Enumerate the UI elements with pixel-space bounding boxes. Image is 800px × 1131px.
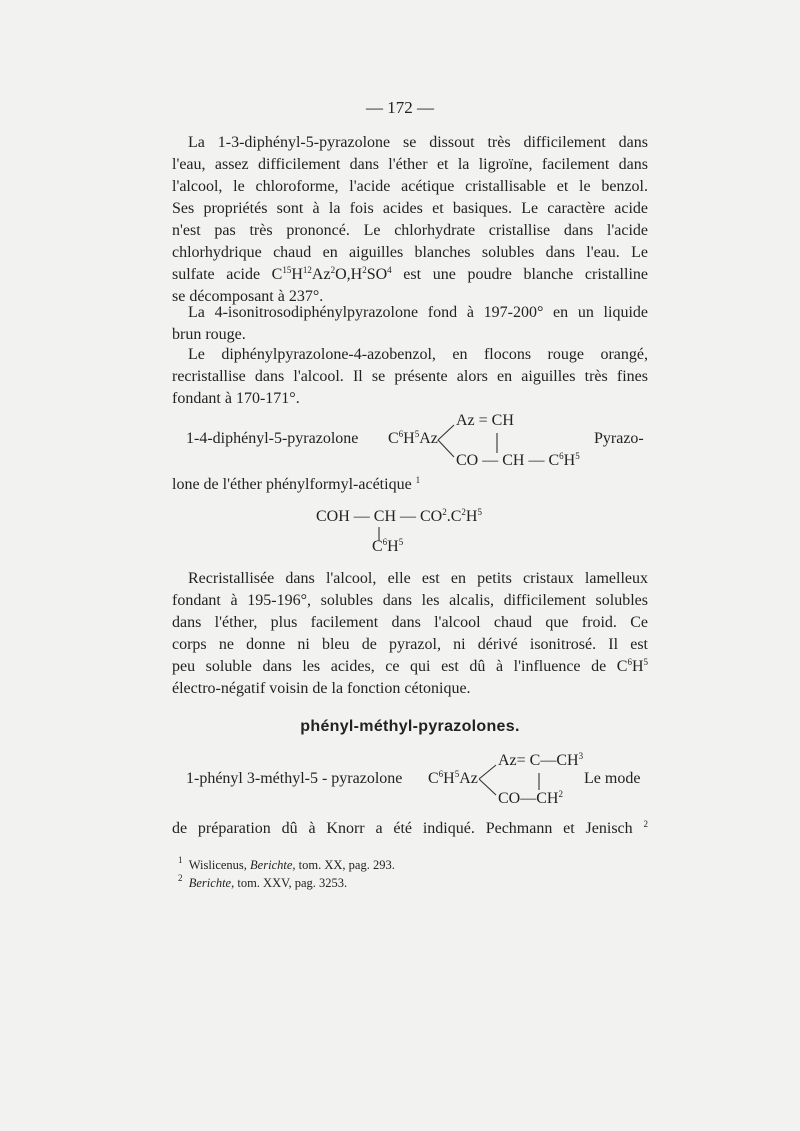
bond-line xyxy=(479,779,496,795)
formula-sub: $C^6H^5$ xyxy=(372,537,404,555)
footnote-1: $^1$ Wislicenus, Berichte, tom. XX, pag. 293. xyxy=(178,855,395,872)
text-line: La 4-isonitrosodiphénylpyrazolone fond à 197-200° en un liquide xyxy=(188,304,648,321)
text-line: fondant à 170-171°. xyxy=(172,390,300,407)
compound-name: 1-phényl 3-méthyl-5 - pyrazolone xyxy=(186,770,403,787)
text-line: dans l'éther, plus facilement dans l'alcool chaud que froid. Ce xyxy=(172,614,648,631)
continuation-text: Le mode xyxy=(584,770,641,787)
text-line: Recristallisée dans l'alcool, elle est en petits cristaux lamelleux xyxy=(188,570,648,587)
text-line: n'est pas très prononcé. Le chlorhydrate cristallise dans l'acide xyxy=(172,222,648,239)
text-line: Ses propriétés sont à la fois acides et basiques. Le caractère acide xyxy=(172,200,648,217)
text-line: l'eau, assez difficilement dans l'éther et la ligroïne, facilement dans xyxy=(172,156,648,173)
text-line: recristallise dans l'alcool. Il se présente alors en aiguilles très fines xyxy=(172,368,648,385)
bond-line xyxy=(438,440,454,457)
ring-bottom: $CO—CH^2$ xyxy=(498,789,563,807)
footnote-2: $^2$ Berichte, tom. XXV, pag. 3253. xyxy=(178,873,348,890)
ring-bottom: CO — CH — $C^6H^5$ xyxy=(456,451,580,469)
section-subtitle: phényl-méthyl-pyrazolones. xyxy=(300,718,520,735)
text-line: fondant à 195-196°, solubles dans les alcalis, difficilement solubles xyxy=(172,592,648,609)
text-line: l'alcool, le chloroforme, l'acide acétique cristallisable et le benzol. xyxy=(172,178,648,195)
text-line: peu soluble dans les acides, ce qui est dû à l'influence de $C^6H^5$ xyxy=(172,657,648,675)
text-line: brun rouge. xyxy=(172,326,246,343)
ring-top: $Az= C—CH^3$ xyxy=(498,751,584,769)
sulfate-formula-line: sulfate acide $C^{15}H^{12}Az^2O,H^2SO^4$ est une poudre blanche cristalline xyxy=(172,265,648,283)
formula-prefix: $C^6H^5Az$ xyxy=(388,429,438,447)
bond-line xyxy=(479,765,496,779)
text-line: chlorhydrique chaud en aiguilles blanches solubles dans l'eau. Le xyxy=(172,244,648,261)
formula-prefix: $C^6H^5Az$ xyxy=(428,769,478,787)
bond-line xyxy=(438,425,454,440)
formula-main: COH — CH — $CO^2.C^2H^5$ xyxy=(316,507,482,525)
text-line: La 1-3-diphényl-5-pyrazolone se dissout très difficilement dans xyxy=(188,134,648,151)
text-line: lone de l'éther phénylformyl-acétique $^1$ xyxy=(172,475,421,493)
text-line: corps ne donne ni bleu de pyrazol, ni dérivé isonitrosé. Il est xyxy=(172,636,648,653)
continuation-text: Pyrazo- xyxy=(594,430,644,447)
text-line: de préparation dû à Knorr a été indiqué. Pechmann et Jenisch $^2$ xyxy=(172,819,649,837)
text-line: se décomposant à 237°. xyxy=(172,288,324,305)
ring-top: Az = CH xyxy=(456,412,514,429)
text-line: Le diphénylpyrazolone-4-azobenzol, en flocons rouge orangé, xyxy=(188,346,648,363)
compound-name: 1-4-diphényl-5-pyrazolone xyxy=(186,430,359,447)
text-line: électro-négatif voisin de la fonction cétonique. xyxy=(172,680,471,697)
page-number: — 172 — xyxy=(366,98,434,117)
